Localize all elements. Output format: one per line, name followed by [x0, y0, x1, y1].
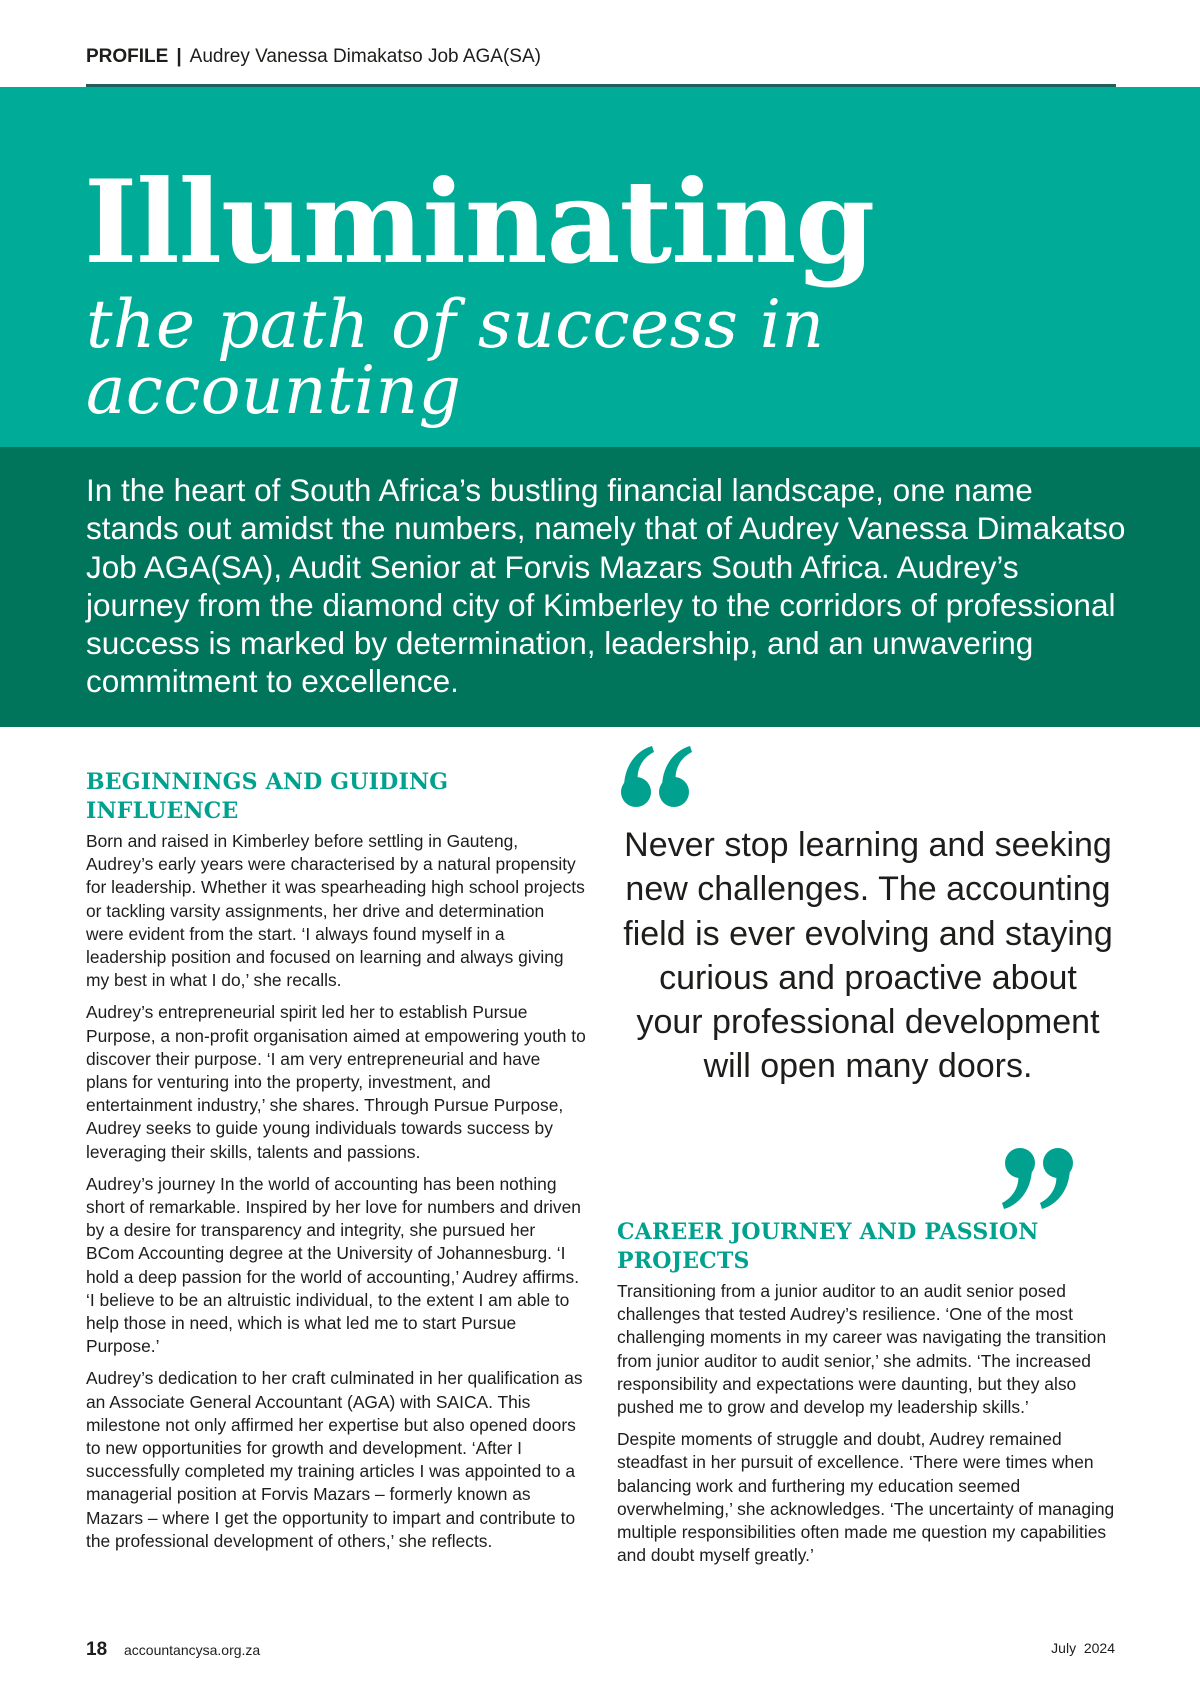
issue-date: July 2024 — [1051, 1640, 1115, 1656]
article-subtitle: the path of success in accounting — [86, 286, 825, 429]
section-label: PROFILE — [86, 46, 169, 67]
page-number: 18 — [86, 1639, 108, 1660]
article-title: Illuminating — [84, 155, 875, 289]
body-paragraph: Born and raised in Kimberley before settling in Gauteng, Audrey’s early years were characterised by a natural propensity for leadership. Whether it was spearheading high school projects or tackling varsity assignments, her drive and determination were evident from the start. ‘I always found myself in a leadership position and focused on learning and always giving my best in what I do,’ she recalls. — [86, 831, 585, 991]
pull-quote: Never stop learning and seeking new challenges. The accounting field is ever evolving and staying curious and proactive about your professional development will open many doors. — [623, 826, 1113, 1086]
body-paragraph: Audrey’s entrepreneurial spirit led her to establish Pursue Purpose, a non-profit organisation aimed at empowering youth to discover their purpose. ‘I am very entrepreneurial and have plans for venturing into the property, investment, and entertainment industry,’ she shares. Through Pursue Purpose, Audrey seeks to guide young individuals towards success by leveraging their skills, talents and passions. — [86, 1002, 586, 1162]
footer-website: accountancysa.org.za — [124, 1642, 261, 1658]
right-column — [617, 1218, 1127, 1576]
section-heading-career: CAREER JOURNEY AND PASSION PROJECTS — [617, 1219, 1039, 1274]
profile-subject: Audrey Vanessa Dimakatso Job AGA(SA) — [189, 46, 541, 67]
body-paragraph: Despite moments of struggle and doubt, Audrey remained steadfast in her pursuit of excellence. ‘There were times when balancing work and furthering my education seemed overwhelming,’ she acknowledges. ‘The uncertainty of managing multiple responsibilities often made me question my capabilities and doubt myself greatly.’ — [617, 1429, 1115, 1566]
running-header — [86, 46, 1116, 68]
close-quote-icon — [1000, 1143, 1076, 1213]
open-quote-icon — [618, 742, 694, 812]
intro-standfirst: In the heart of South Africa’s bustling financial landscape, one name stands out amidst the numbers, namely that of Audrey Vanessa Dimakatso Job AGA(SA), Audit Senior at Forvis Mazars South Africa. Audrey’s journey from the diamond city of Kimberley to the corridors of professional success is marked by determination, leadership, and an unwavering commitment to excellence. — [86, 472, 1126, 700]
body-paragraph: Audrey’s dedication to her craft culminated in her qualification as an Associate General Accountant (AGA) with SAICA. This milestone not only affirmed her expertise but also opened doors to new opportunities for growth and development. ‘After I successfully completed my training articles I was appointed to a managerial position at Forvis Mazars – formerly known as Mazars – where I get the opportunity to impart and contribute to the professional development of others,’ she reflects. — [86, 1368, 583, 1551]
section-heading-beginnings: BEGINNINGS AND GUIDING INFLUENCE — [86, 769, 449, 824]
header-separator: | — [176, 46, 182, 67]
intro-panel — [0, 447, 1200, 727]
body-paragraph: Audrey’s journey In the world of accounting has been nothing short of remarkable. Inspired by her love for numbers and driven by a desire for transparency and integrity, she pursued her BCom Accounting degree at the University of Johannesburg. ‘I hold a deep passion for the world of accounting,’ Audrey affirms. ‘I believe to be an altruistic individual, to the extent I am able to help those in need, which is what led me to start Pursue Purpose.’ — [86, 1173, 581, 1357]
body-paragraph: Transitioning from a junior auditor to an audit senior posed challenges that tested Audrey’s resilience. ‘One of the most challenging moments in my career was navigating the transition from junior auditor to audit senior,’ she admits. ‘The increased responsibility and expectations were daunting, but they also pushed me to grow and develop my leadership skills.’ — [617, 1281, 1107, 1418]
left-column — [86, 768, 586, 1562]
